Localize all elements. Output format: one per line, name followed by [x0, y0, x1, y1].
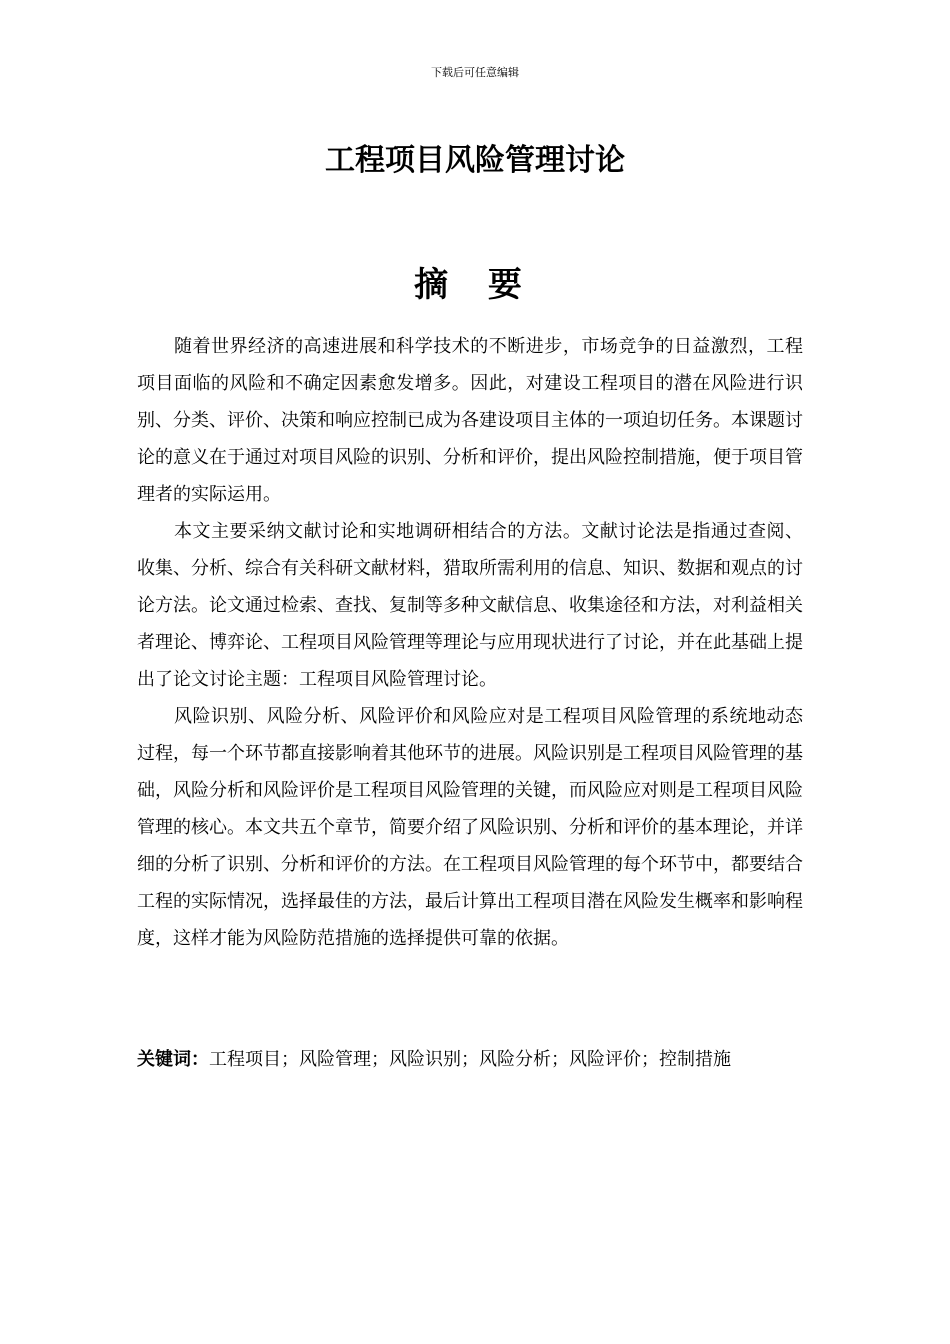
abstract-paragraph-1: 随着世界经济的高速进展和科学技术的不断进步，市场竞争的日益激烈，工程项目面临的风险和不确定因素愈发增多。因此，对建设工程项目的潜在风险进行识别、分类、评价、决策和响应控制已成为各建设项目主体的一项迫切任务。本课题讨论的意义在于通过对项目风险的识别、分析和评价，提出风险控制措施，便于项目管理者的实际运用。 [137, 336, 803, 505]
document-title: 工程项目风险管理讨论 [325, 143, 625, 178]
abstract-paragraph-3: 风险识别、风险分析、风险评价和风险应对是工程项目风险管理的系统地动态过程，每一个环节都直接影响着其他环节的进展。风险识别是工程项目风险管理的基础，风险分析和风险评价是工程项目风险管理的关键，而风险应对则是工程项目风险管理的核心。本文共五个章节，简要介绍了风险识别、分析和评价的基本理论，并详细的分析了识别、分析和评价的方法。在工程项目风险管理的每个环节中，都要结合工程的实际情况，选择最佳的方法，最后计算出工程项目潜在风险发生概率和影响程度，这样才能为风险防范措施的选择提供可靠的依据。 [137, 706, 803, 949]
keywords-line [137, 1044, 803, 1076]
keywords-label: 关键词： [137, 1049, 209, 1070]
abstract-paragraph-2: 本文主要采纳文献讨论和实地调研相结合的方法。文献讨论法是指通过查阅、收集、分析、综合有关科研文献材料，猎取所需利用的信息、知识、数据和观点的讨论方法。论文通过检索、查找、复制等多种文献信息、收集途径和方法，对利益相关者理论、博弈论、工程项目风险管理等理论与应用现状进行了讨论，并在此基础上提出了论文讨论主题：工程项目风险管理讨论。 [137, 521, 803, 690]
header-note: 下载后可任意编辑 [431, 66, 519, 79]
abstract-body [137, 328, 803, 957]
keywords-value: 工程项目；风险管理；风险识别；风险分析；风险评价；控制措施 [209, 1049, 731, 1070]
abstract-heading: 摘 要 [414, 265, 536, 305]
